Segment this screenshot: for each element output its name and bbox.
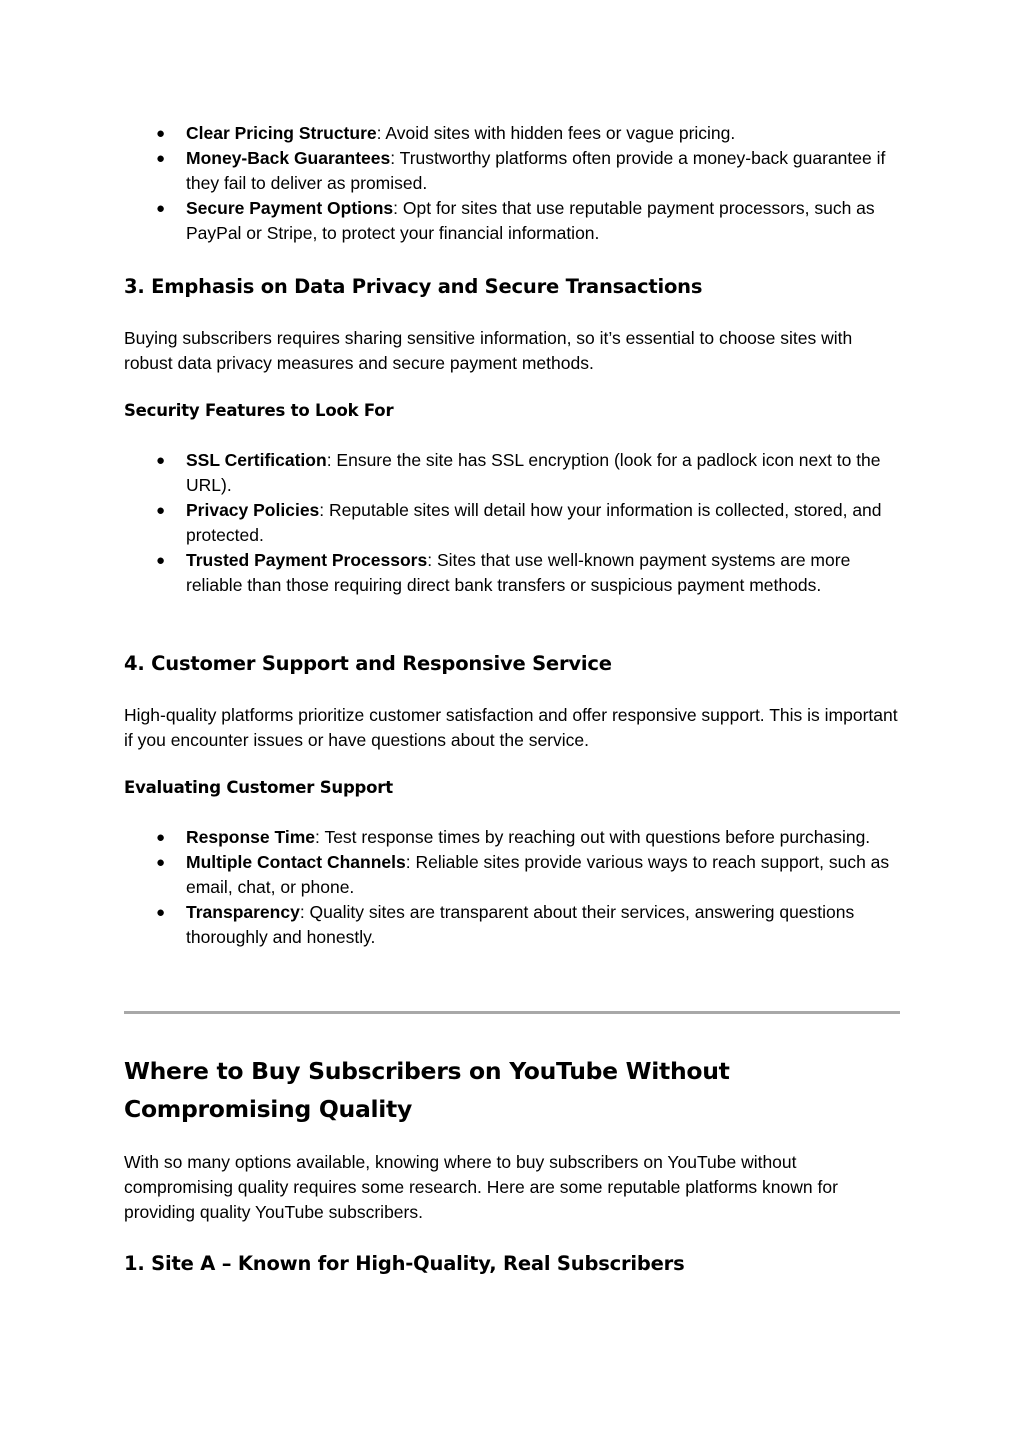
- list-item-desc: : Test response times by reaching out with questions before purchasing.: [315, 827, 871, 847]
- section4-paragraph: High-quality platforms prioritize customer satisfaction and offer responsive support. This is important if you encounter issues or have questions about the service.: [124, 705, 898, 750]
- list-item-term: Response Time: [186, 827, 316, 847]
- section3-paragraph: Buying subscribers requires sharing sensitive information, so it’s essential to choose sites with robust data privacy measures and secure payment methods.: [124, 328, 853, 373]
- section-divider: [124, 1011, 900, 1014]
- section3-subheading-block: [124, 399, 393, 423]
- list-item: [124, 121, 900, 146]
- bullet-icon: ●: [156, 150, 166, 167]
- section4-list: [124, 825, 900, 950]
- where-heading-block: [124, 1052, 900, 1128]
- list-item: [124, 850, 900, 900]
- intro-list: [124, 121, 900, 246]
- list-item-desc: : Opt for sites that use reputable payment processors, such as PayPal or Stripe, to protect your financial information.: [186, 198, 875, 243]
- where-subheading-block: [124, 1250, 684, 1278]
- list-item-desc: : Quality sites are transparent about their services, answering questions thoroughly and honestly.: [186, 902, 855, 947]
- list-item-desc: : Sites that use well-known payment systems are more reliable than those requiring direct bank transfers or suspicious payment methods.: [186, 550, 851, 595]
- list-item-term: Secure Payment Options: [186, 198, 394, 218]
- list-item-term: SSL Certification: [186, 450, 327, 470]
- list-item-term: Privacy Policies: [186, 500, 320, 520]
- section4-subheading: Evaluating Customer Support: [124, 778, 393, 797]
- bullet-icon: ●: [156, 854, 166, 871]
- list-item-desc: : Reputable sites will detail how your information is collected, stored, and protected.: [186, 500, 882, 545]
- list-item-desc: : Reliable sites provide various ways to reach support, such as email, chat, or phone.: [186, 852, 890, 897]
- list-item-term: Multiple Contact Channels: [186, 852, 406, 872]
- list-item-term: Clear Pricing Structure: [186, 123, 377, 143]
- list-item-desc: : Trustworthy platforms often provide a money-back guarantee if they fail to deliver as promised.: [186, 148, 886, 193]
- list-item-term: Money-Back Guarantees: [186, 148, 391, 168]
- section3-list: [124, 448, 900, 598]
- bullet-icon: ●: [156, 452, 166, 469]
- list-item: [124, 146, 900, 196]
- section3-list-block: [124, 448, 900, 598]
- where-paragraph: With so many options available, knowing where to buy subscribers on YouTube without compromising quality requires some research. Here are some reputable platforms known for providing quality YouTube subscribers.: [124, 1152, 838, 1222]
- where-heading: Where to Buy Subscribers on YouTube Without Compromising Quality: [124, 1057, 730, 1123]
- list-item: [124, 196, 900, 246]
- list-item-term: Transparency: [186, 902, 300, 922]
- section3-heading-block: [124, 273, 702, 301]
- list-item-term: Trusted Payment Processors: [186, 550, 428, 570]
- bullet-icon: ●: [156, 502, 166, 519]
- section4-subheading-block: [124, 776, 393, 800]
- section3-paragraph-block: [124, 326, 900, 376]
- bullet-icon: ●: [156, 829, 166, 846]
- list-item: [124, 548, 900, 598]
- intro-list-block: [124, 121, 900, 246]
- list-item: [124, 448, 900, 498]
- section3-heading: 3. Emphasis on Data Privacy and Secure Transactions: [124, 275, 703, 298]
- section4-paragraph-block: [124, 703, 900, 753]
- list-item-desc: : Ensure the site has SSL encryption (look for a padlock icon next to the URL).: [186, 450, 881, 495]
- bullet-icon: ●: [156, 904, 166, 921]
- where-paragraph-block: [124, 1150, 900, 1225]
- section4-list-block: [124, 825, 900, 950]
- bullet-icon: ●: [156, 125, 166, 142]
- bullet-icon: ●: [156, 552, 166, 569]
- section3-subheading: Security Features to Look For: [124, 401, 394, 420]
- list-item: [124, 900, 900, 950]
- bullet-icon: ●: [156, 200, 166, 217]
- section4-heading-block: [124, 650, 612, 678]
- list-item: [124, 498, 900, 548]
- list-item: [124, 825, 900, 850]
- section4-heading: 4. Customer Support and Responsive Service: [124, 652, 612, 675]
- list-item-desc: : Avoid sites with hidden fees or vague pricing.: [376, 123, 736, 143]
- where-subheading: 1. Site A – Known for High-Quality, Real Subscribers: [124, 1252, 685, 1275]
